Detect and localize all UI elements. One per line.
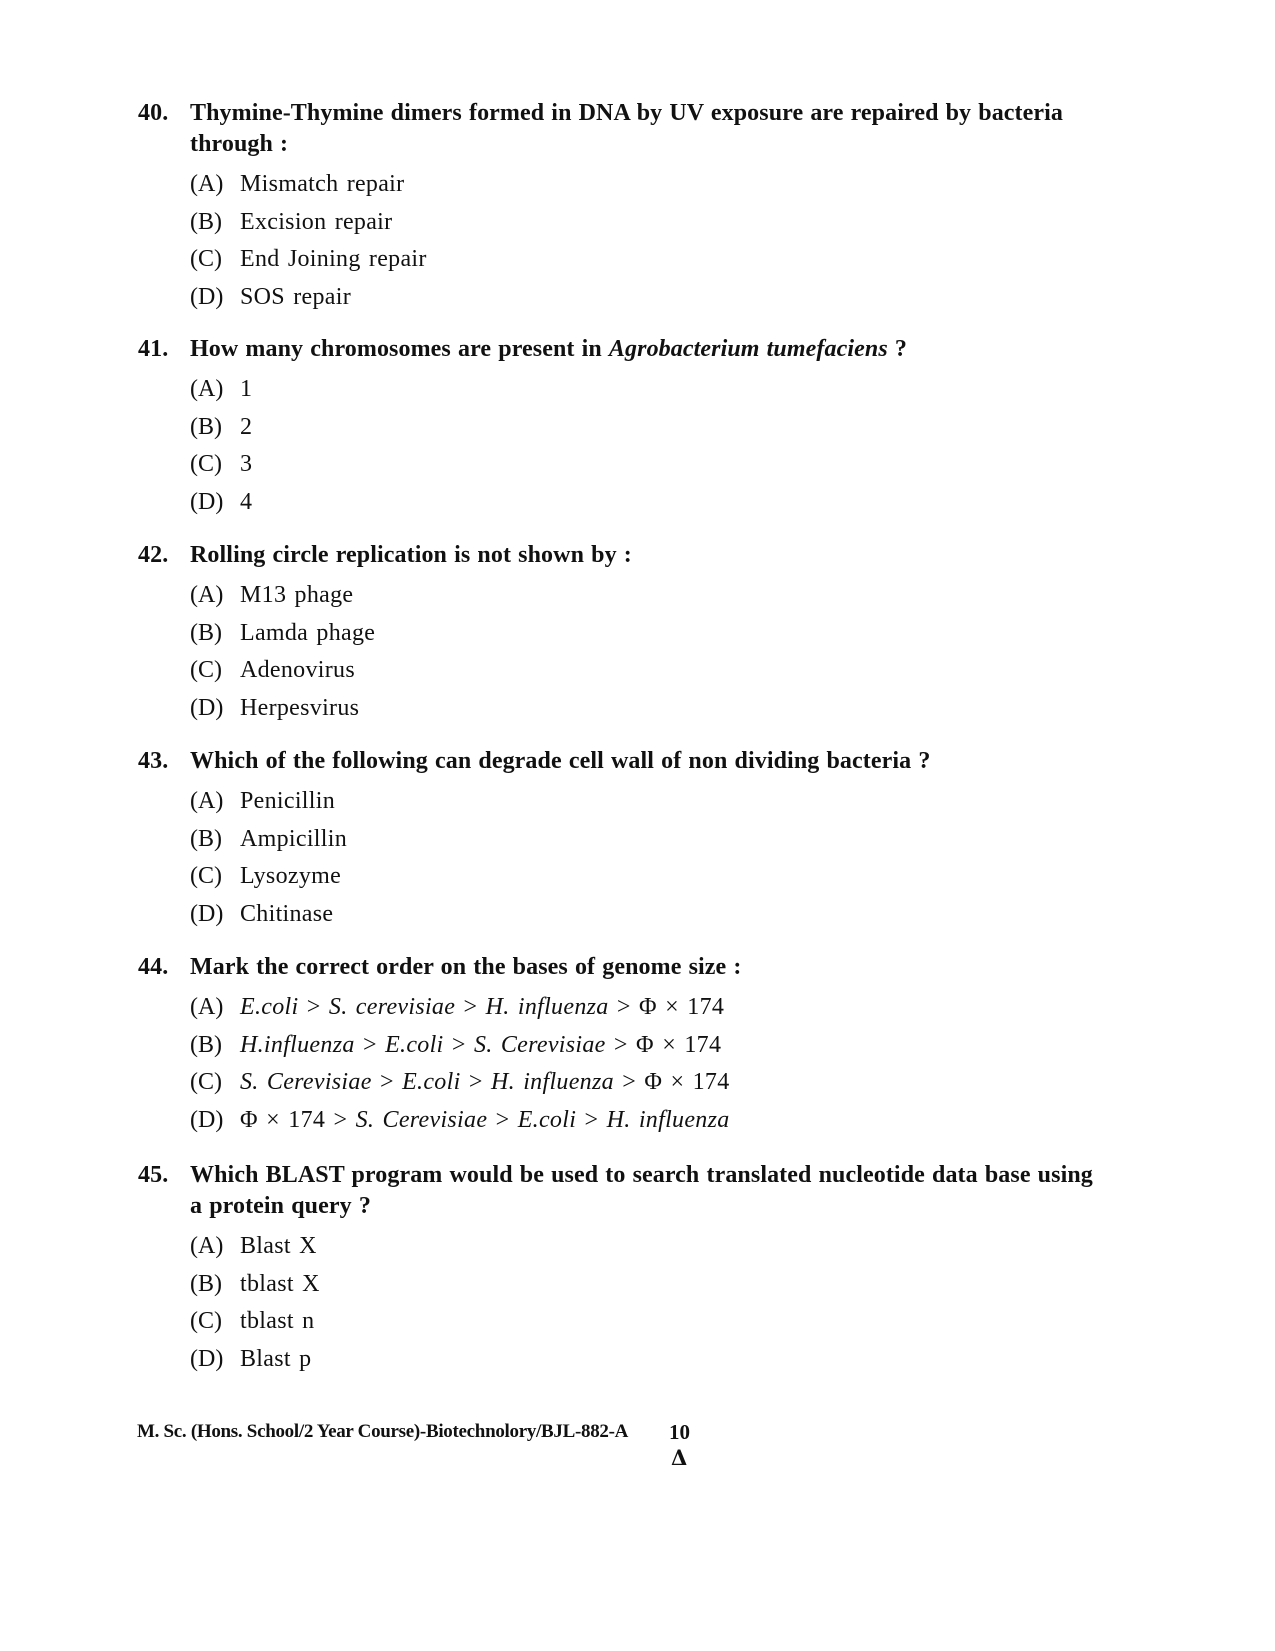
organism-name: S. cerevisiae	[328, 994, 456, 1020]
question-stem	[138, 98, 1098, 160]
option-d	[190, 690, 1098, 728]
organism-name: E.coli	[517, 1106, 577, 1133]
option-text: Penicillin	[240, 788, 335, 814]
option-label: (C)	[190, 246, 222, 272]
question-text-part: ?	[887, 336, 907, 362]
option-text: End Joining repair	[240, 246, 427, 272]
question-text	[190, 334, 1098, 365]
option-c	[190, 652, 1098, 690]
option-text: 1	[240, 376, 253, 402]
option-text: Chitinase	[240, 900, 334, 927]
options-list	[138, 783, 1098, 933]
option-label: (D)	[190, 694, 224, 721]
option-d	[190, 1341, 1098, 1379]
question-number: 40.	[138, 100, 169, 126]
option-text: Blast p	[240, 1345, 312, 1372]
option-text: 3	[240, 451, 253, 477]
options-list	[138, 989, 1098, 1139]
option-label: (C)	[190, 451, 222, 477]
option-text: Blast X	[240, 1233, 317, 1259]
question-text: Mark the correct order on the bases of genome size :	[190, 954, 742, 980]
organism-name: H. influenza	[485, 994, 609, 1020]
question-text: Thymine-Thymine dimers formed in DNA by UV exposure are repaired by bacteria through :	[190, 100, 1064, 157]
option-text: Excision repair	[240, 208, 393, 235]
option-text: 2	[240, 413, 253, 440]
order-separator: >	[455, 994, 486, 1020]
option-text: Lamda phage	[240, 619, 376, 646]
option-label: (C)	[190, 657, 222, 683]
organism-name: H. influenza	[606, 1106, 730, 1133]
option-text: Herpesvirus	[240, 694, 360, 721]
organism-name: Agrobacterium tumefaciens	[608, 336, 888, 362]
organism-name: E.coli	[402, 1069, 461, 1095]
question-text: Which BLAST program would be used to search translated nucleotide data base using a protein query ?	[190, 1162, 1093, 1219]
option-label: (A)	[190, 1233, 224, 1259]
option-a	[190, 577, 1098, 615]
option-d	[190, 279, 1098, 317]
order-separator: >	[354, 1031, 386, 1058]
question-number: 45.	[138, 1162, 169, 1188]
option-label: (B)	[190, 208, 222, 235]
option-c	[190, 446, 1098, 484]
option-b	[190, 1027, 1098, 1065]
question-number: 44.	[138, 954, 169, 980]
option-c	[190, 1303, 1098, 1341]
question-45	[138, 1160, 1098, 1378]
option-c	[190, 1064, 1098, 1102]
option-label: (D)	[190, 1345, 224, 1372]
question-43	[138, 746, 1098, 933]
order-separator: >	[371, 1069, 403, 1095]
order-separator: > Φ × 174	[605, 1031, 722, 1058]
option-label: (B)	[190, 1270, 222, 1297]
option-label: (D)	[190, 488, 224, 515]
option-d	[190, 1102, 1098, 1140]
organism-name: S. Cerevisiae	[240, 1069, 372, 1095]
option-text	[240, 1064, 730, 1102]
option-text: 4	[240, 488, 253, 515]
option-label: (C)	[190, 863, 222, 889]
option-label: (D)	[190, 283, 224, 310]
option-label: (D)	[190, 1106, 224, 1133]
option-text: M13 phage	[240, 582, 354, 608]
question-stem	[138, 952, 1098, 983]
question-text: Rolling circle replication is not shown by :	[190, 542, 632, 568]
question-number: 41.	[138, 336, 169, 362]
question-40	[138, 98, 1098, 316]
option-label: (A)	[190, 376, 224, 402]
organism-name: E.coli	[240, 994, 299, 1020]
question-text: Which of the following can degrade cell wall of non dividing bacteria ?	[190, 748, 931, 774]
option-d	[190, 896, 1098, 934]
option-c	[190, 858, 1098, 896]
options-list	[138, 577, 1098, 727]
order-separator: >	[298, 994, 329, 1020]
option-label: (C)	[190, 1308, 222, 1334]
order-separator: >	[443, 1031, 474, 1058]
option-label: (A)	[190, 994, 224, 1020]
option-a	[190, 371, 1098, 409]
question-42	[138, 540, 1098, 727]
option-label: (B)	[190, 619, 222, 646]
order-separator: Φ × 174 >	[240, 1106, 356, 1133]
option-label: (A)	[190, 171, 224, 197]
option-text: Ampicillin	[240, 825, 347, 852]
option-label: (B)	[190, 825, 222, 852]
question-text-part: How many chromosomes are present in	[190, 336, 609, 362]
option-text	[240, 1102, 730, 1140]
organism-name: H.influenza	[240, 1031, 355, 1058]
option-text: SOS repair	[240, 283, 351, 310]
option-label: (D)	[190, 900, 224, 927]
option-b	[190, 615, 1098, 653]
question-stem	[138, 1160, 1098, 1222]
question-44	[138, 952, 1098, 1139]
option-text	[240, 1027, 721, 1065]
option-d	[190, 484, 1098, 522]
question-number: 43.	[138, 748, 169, 774]
option-label: (A)	[190, 788, 224, 814]
order-separator: >	[576, 1106, 607, 1133]
option-label: (C)	[190, 1069, 222, 1095]
option-b	[190, 821, 1098, 859]
option-a	[190, 989, 1098, 1027]
page-number: 10	[669, 1420, 690, 1444]
option-text: tblast X	[240, 1270, 320, 1297]
footer-course-code: M. Sc. (Hons. School/2 Year Course)-Biotechnolory/BJL-882-A	[137, 1421, 629, 1442]
question-number: 42.	[138, 542, 169, 568]
option-label: (A)	[190, 582, 224, 608]
options-list	[138, 1228, 1098, 1378]
options-list	[138, 371, 1098, 521]
option-a	[190, 1228, 1098, 1266]
question-stem	[138, 334, 1098, 365]
order-separator: >	[460, 1069, 491, 1095]
question-41	[138, 334, 1098, 521]
organism-name: S. Cerevisiae	[473, 1031, 606, 1058]
option-text: Adenovirus	[240, 657, 355, 683]
organism-name: H. influenza	[490, 1069, 614, 1095]
option-text: tblast n	[240, 1308, 315, 1334]
organism-name: E.coli	[385, 1031, 444, 1058]
option-text: Lysozyme	[240, 863, 342, 889]
option-label: (B)	[190, 413, 222, 440]
question-stem	[138, 540, 1098, 571]
option-text	[240, 989, 724, 1027]
option-b	[190, 409, 1098, 447]
order-separator: > Φ × 174	[613, 1069, 730, 1095]
order-separator: > Φ × 174	[608, 994, 725, 1020]
option-b	[190, 1266, 1098, 1304]
delta-mark: Δ	[671, 1445, 688, 1470]
options-list	[138, 166, 1098, 316]
order-separator: >	[487, 1106, 518, 1133]
option-text: Mismatch repair	[240, 171, 405, 197]
question-stem	[138, 746, 1098, 777]
option-a	[190, 166, 1098, 204]
option-label: (B)	[190, 1031, 222, 1058]
option-a	[190, 783, 1098, 821]
organism-name: S. Cerevisiae	[355, 1106, 488, 1133]
option-c	[190, 241, 1098, 279]
option-b	[190, 204, 1098, 242]
